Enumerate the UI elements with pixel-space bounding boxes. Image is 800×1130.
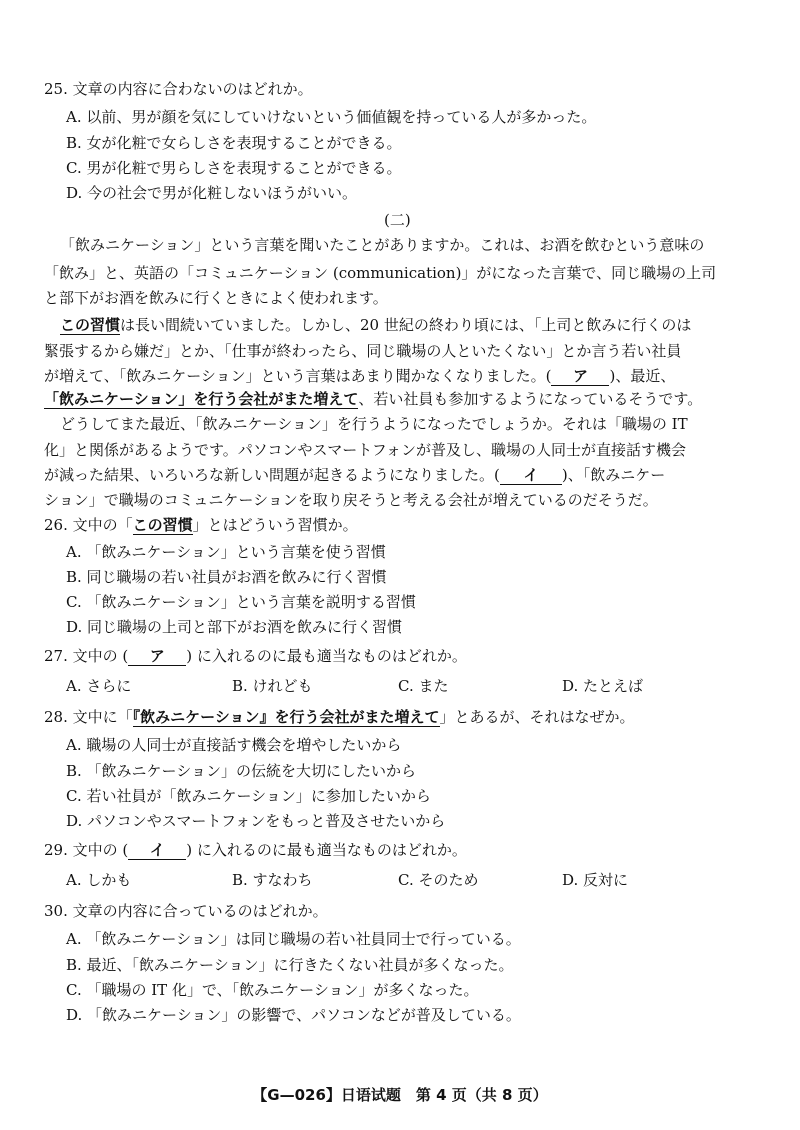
underlined-phrase: この習慣 [132,516,193,534]
q26-option-d: D. 同じ職場の上司と部下がお酒を飲みに行く習慣 [66,618,403,636]
underlined-phrase: 『飲みニケーション』を行う会社がまた増えて [132,708,440,726]
q26-stem-text: 」とはどういう習慣か。 [192,516,358,534]
passage-text: )、「飲みニケー [561,466,666,484]
q29-stem-text: 29. 文中の ( [44,841,129,859]
q30-option-a: A. 「飲みニケーション」は同じ職場の若い社員同士で行っている。 [66,930,521,948]
q28-option-c: C. 若い社員が「飲みニケーション」に参加したいから [66,787,431,805]
q25-stem: 25. 文章の内容に合わないのはどれか。 [44,80,313,98]
passage-text: 、若い社員も参加するようになっているそうです。 [358,390,703,408]
q28-option-d: D. パソコンやスマートフォンをもっと普及させたいから [66,812,446,830]
q26-stem [44,515,358,535]
passage-line: と部下がお酒を飲みに行くときによく使われます。 [44,289,388,307]
passage-text: が減った結果、いろいろな新しい問題が起きるようになりました。( [44,466,500,484]
passage-line [60,315,776,335]
q25-option-b: B. 女が化粧で女らしさを表現することができる。 [66,134,402,152]
blank-i: イ [500,467,562,485]
q27-option-b: B. けれども [232,677,313,695]
q30-option-d: D. 「飲みニケーション」の影響で、パソコンなどが普及している。 [66,1006,521,1024]
q30-option-c: C. 「職場の IT 化」で、「飲みニケーション」が多くなった。 [66,981,479,999]
q30-stem: 30. 文章の内容に合っているのはどれか。 [44,902,328,920]
q25-option-a: A. 以前、男が顔を気にしていけないという価値観を持っている人が多かった。 [66,108,597,126]
blank-a: ア [551,368,609,386]
q29-option-b: B. すなわち [232,871,313,889]
passage-line: 化」と関係があるようです。パソコンやスマートフォンが普及し、職場の人同士が直接話す機会 [44,441,687,459]
passage-line [44,465,760,485]
q28-stem [44,707,635,727]
q28-option-b: B. 「飲みニケーション」の伝統を大切にしたいから [66,762,416,780]
q25-option-c: C. 男が化粧で男らしさを表現することができる。 [66,159,402,177]
q27-stem [44,646,467,666]
q29-option-a: A. しかも [66,871,132,889]
q27-option-c: C. また [398,677,449,695]
passage-line: ション」で職場のコミュニケーションを取り戻そうと考える会社が増えているのだそうだ。 [44,491,658,509]
underlined-phrase: 「飲みニケーション」を行う会社がまた増えて [44,390,359,408]
q29-option-d: D. 反対に [562,871,629,889]
q27-option-d: D. たとえば [562,677,644,695]
passage-text: は長い間続いていました。しかし、20 世紀の終わり頃には、「上司と飲みに行くのは [120,316,692,334]
q29-option-c: C. そのため [398,871,479,889]
q28-stem-text: 」とあるが、それはなぜか。 [439,708,635,726]
q29-stem-text: ) に入れるのに最も適当なものはどれか。 [186,841,467,859]
q26-option-c: C. 「飲みニケーション」という言葉を説明する習慣 [66,593,416,611]
q26-option-a: A. 「飲みニケーション」という言葉を使う習慣 [66,543,386,561]
passage-line: 緊張するから嫌だ」とか、「仕事が終わったら、同じ職場の人といたくない」とか言う若い社員 [44,342,682,360]
underlined-phrase: この習慣 [60,316,121,334]
passage-line: 「飲みニケーション」という言葉を聞いたことがありますか。これは、お酒を飲むという意味の [60,236,705,254]
q27-stem-text: ) に入れるのに最も適当なものはどれか。 [186,647,467,665]
blank-i: イ [128,842,186,860]
q25-option-d: D. 今の社会で男が化粧しないほうがいい。 [66,184,358,202]
passage-line [44,389,760,409]
page-footer: 【G—026】日语试题 第 4 页（共 8 页） [252,1086,548,1104]
q28-stem-text: 28. 文中に「 [44,708,133,726]
passage-text: )、最近、 [609,367,676,385]
q27-option-a: A. さらに [66,677,132,695]
blank-a: ア [128,648,186,666]
section-heading: (二) [384,211,411,229]
q29-stem [44,840,467,860]
q26-stem-text: 26. 文中の「 [44,516,133,534]
q26-option-b: B. 同じ職場の若い社員がお酒を飲みに行く習慣 [66,568,387,586]
passage-line [44,366,760,386]
q30-option-b: B. 最近、「飲みニケーション」に行きたくない社員が多くなった。 [66,956,514,974]
passage-text: が増えて、「飲みニケーション」という言葉はあまり聞かなくなりました。( [44,367,552,385]
passage-line: どうしてまた最近、「飲みニケーション」を行うようになったでしょうか。それは「職場の IT [60,415,688,433]
q27-stem-text: 27. 文中の ( [44,647,129,665]
q28-option-a: A. 職場の人同士が直接話す機会を増やしたいから [66,736,402,754]
passage-line: 「飲み」と、英語の「コミュニケーション (communication)」がになった言葉で、同じ職場の上司 [44,264,717,282]
